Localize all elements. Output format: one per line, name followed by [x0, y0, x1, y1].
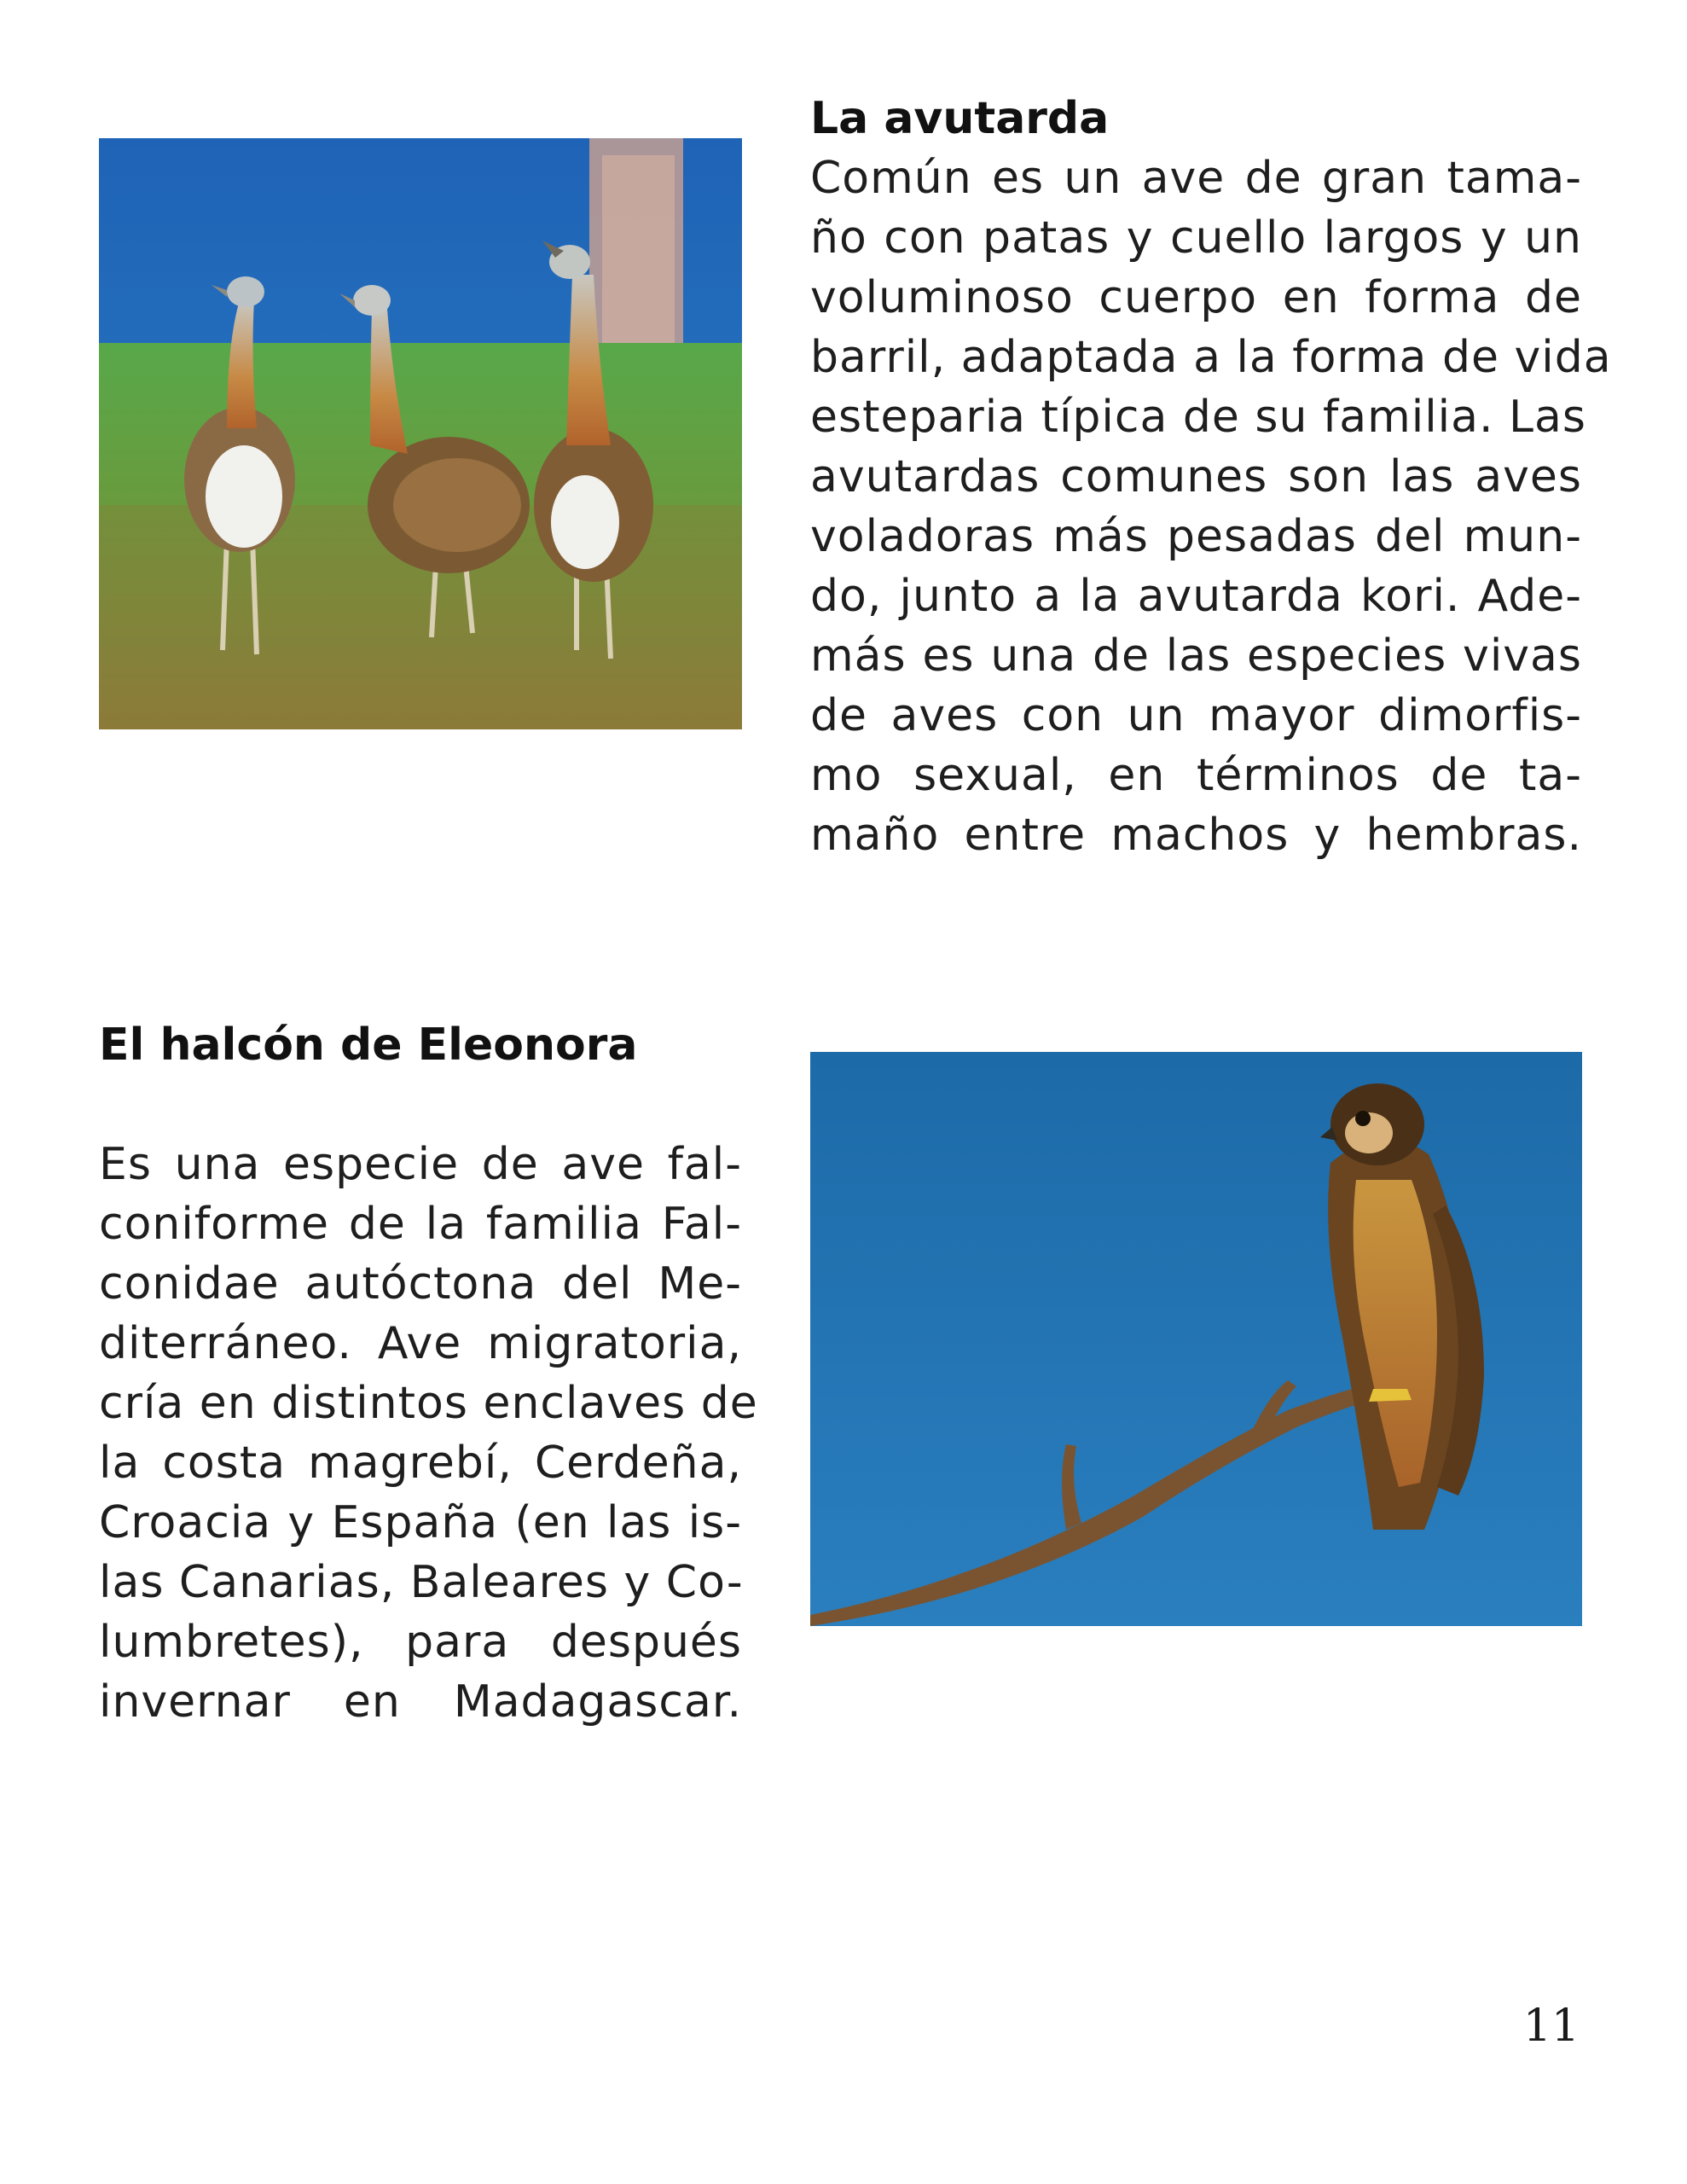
text-line: más es una de las especies vivas	[810, 630, 1582, 682]
section-body-bustard	[810, 148, 1612, 865]
section-body-falcon	[99, 1135, 758, 1732]
bustards-photo	[99, 138, 742, 729]
text-line: conidae autóctona del Me-	[99, 1258, 742, 1310]
text-line: mo sexual, en términos de ta-	[810, 750, 1582, 801]
text-line: Croacia y España (en las is-	[99, 1497, 742, 1548]
text-line: cría en distintos enclaves de	[99, 1378, 758, 1429]
text-line: la costa magrebí, Cerdeña,	[99, 1438, 742, 1489]
section-heading-bustard: La avutarda	[810, 93, 1110, 144]
text-line: barril, adaptada a la forma de vida	[810, 332, 1612, 383]
text-line: diterráneo. Ave migratoria,	[99, 1318, 742, 1369]
text-line: voluminoso cuerpo en forma de	[810, 272, 1582, 323]
text-line: maño entre machos y hembras.	[810, 810, 1582, 861]
section-heading-falcon: El halcón de Eleonora	[99, 1019, 638, 1071]
text-line: de aves con un mayor dimorfis-	[810, 690, 1582, 741]
text-line: invernar en Madagascar.	[99, 1676, 742, 1728]
text-line: Común es un ave de gran tama-	[810, 153, 1582, 204]
text-line: esteparia típica de su familia. Las	[810, 392, 1586, 443]
falcon-photo	[810, 1052, 1582, 1626]
text-line: Es una especie de ave fal-	[99, 1139, 742, 1190]
text-line: coniforme de la familia Fal-	[99, 1199, 742, 1250]
text-line: las Canarias, Baleares y Co-	[99, 1557, 744, 1608]
text-line: voladoras más pesadas del mun-	[810, 511, 1582, 562]
text-line: ño con patas y cuello largos y un	[810, 212, 1582, 264]
text-line: avutardas comunes son las aves	[810, 451, 1582, 502]
text-line: lumbretes), para después	[99, 1617, 742, 1668]
text-line: do, junto a la avutarda kori. Ade-	[810, 571, 1582, 622]
page-number: 11	[1522, 2001, 1580, 2052]
